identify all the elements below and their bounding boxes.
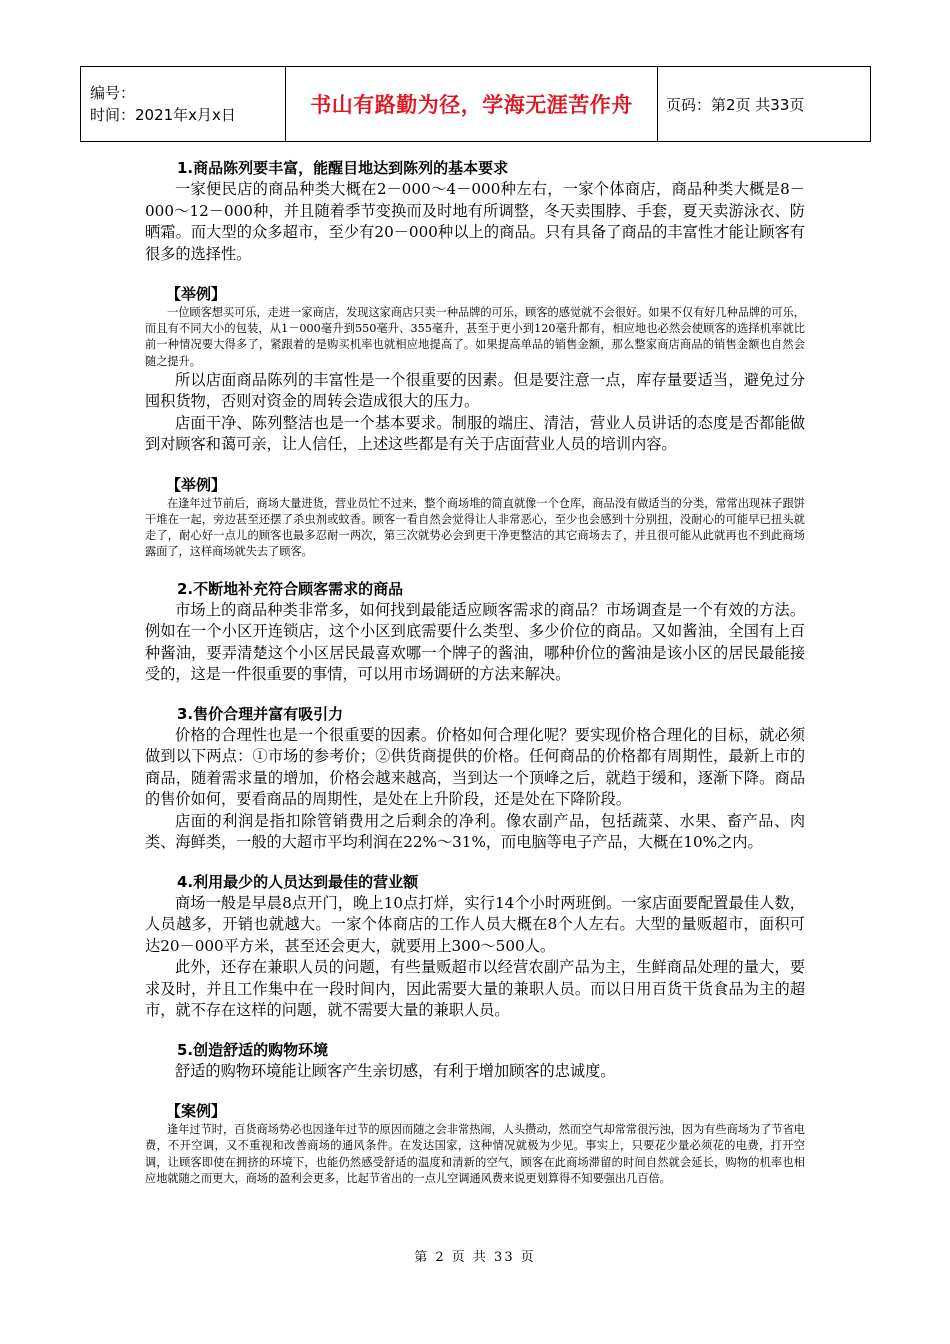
section-1-para-1: 一家便民店的商品种类大概在2－000～4－000种左右，一家个体商店，商品种类大概是8－000～12－000种，并且随着季节变换而及时地有所调整，冬天卖围脖、手套，夏天卖游泳衣、防晒霜。而大型的众多超市，至少有20－000种以上的商品。只有具备了商品的丰富性才能让顾客有很多的选择性。 [145,180,805,263]
page-footer: 第 2 页 共 33 页 [414,1250,536,1265]
section-1-para-3: 店面干净、陈列整洁也是一个基本要求。制服的端庄、清洁，营业人员讲话的态度是否都能做到对顾客和蔼可亲，让人信任，上述这些都是有关于店面营业人员的培训内容。 [145,413,805,454]
document-body [145,158,805,1187]
section-3-para-2: 店面的利润是指扣除管销费用之后剩余的净利。像农副产品，包括蔬菜、水果、畜产品、肉类、海鲜类，一般的大超市平均利润在22%～31%，而电脑等电子产品，大概在10%之内。 [145,811,805,852]
example-1-text: 一位顾客想买可乐，走进一家商店，发现这家商店只卖一种品牌的可乐，顾客的感觉就不会很好。如果不仅有好几种品牌的可乐，而且有不同大小的包装，从1－000毫升到550毫升、355毫升，甚至于更小到120毫升都有，相应地也必然会使顾客的选择机率就比前一种情况要大得多了，紧跟着的是购买机率也就相应地提高了。如果提高单品的销售金额，那么整家商店商品的销售金额也自然会随之提升。 [145,306,805,368]
section-4-title: 4.利用最少的人员达到最佳的营业额 [177,872,419,891]
section-4-para-2: 此外，还存在兼职人员的问题，有些量贩超市以经营农副产品为主，生鲜商品处理的量大，要求及时，并且工作集中在一段时间内，因此需要大量的兼职人员。而以日用百货干货食品为主的超市，就不存在这样的问题，就不需要大量的兼职人员。 [145,958,805,1020]
section-5-title: 5.创造舒适的购物环境 [177,1040,329,1059]
case-tag: 【案例】 [166,1102,227,1121]
section-2-title: 2.不断地补充符合顾客需求的商品 [177,579,404,598]
section-1-title: 1.商品陈列要丰富，能醒目地达到陈列的基本要求 [177,159,509,177]
page-header [80,66,871,142]
code-label: 编号： [90,84,136,102]
section-1-para-2: 所以店面商品陈列的丰富性是一个很重要的因素。但是要注意一点，库存量要适当，避免过分囤积货物，否则对资金的周转会造成很大的压力。 [145,370,805,411]
header-page-info: 页码：第2页 共33页 [666,95,805,114]
header-motto: 书山有路勤为径，学海无涯苦作舟 [286,67,658,141]
example-1-tag: 【举例】 [166,285,227,303]
section-2-para-1: 市场上的商品种类非常多，如何找到最能适应顾客需求的商品？市场调查是一个有效的方法。例如在一个小区开连锁店，这个小区到底需要什么类型、多少价位的商品。又如酱油，全国有上百种酱油，要弄清楚这个小区居民最喜欢哪一个牌子的酱油，哪种价位的酱油是该小区的居民最能接受的，这是一件很重要的事情，可以用市场调研的方法来解决。 [145,600,805,684]
section-3-para-1: 价格的合理性也是一个很重要的因素。价格如何合理化呢？要实现价格合理化的目标，就必须做到以下两点：①市场的参考价；②供货商提供的价格。任何商品的价格都有周期性，最新上市的商品，随着需求量的增加，价格会越来越高，当到达一个顶峰之后，就趋于缓和，逐渐下降。商品的售价如何，要看商品的周期性，是处在上升阶段，还是处在下降阶段。 [145,725,805,809]
section-3-title: 3.售价合理并富有吸引力 [177,704,344,723]
example-2-text: 在逢年过节前后，商场大量进货，营业员忙不过来，整个商场堆的简直就像一个仓库，商品没有做适当的分类，常常出现袜子跟饼干堆在一起，旁边甚至还摆了杀虫剂或蚊香。顾客一看自然会觉得让人非常恶心，至少也会感到十分别扭，没耐心的可能早已扭头就走了，耐心好一点儿的顾客也最多忍耐一两次，第三次就势必会到更干净更整洁的其它商场去了，并且很可能从此就再也不到此商场露面了，这样商场就失去了顾客。 [145,496,805,559]
section-5-para-1: 舒适的购物环境能让顾客产生亲切感，有利于增加顾客的忠诚度。 [175,1061,616,1080]
example-2-tag: 【举例】 [166,475,227,494]
case-text: 逢年过节时，百货商场势必也因逢年过节的原因而随之会非常热闹，人头攒动，然而空气却常常很污浊，因为有些商场为了节省电费，不开空调，又不重视和改善商场的通风条件。在发达国家，这种情况就极为少见。事实上，只要花少量必须花的电费，打开空调，让顾客即使在拥挤的环境下，也能仍然感受舒适的温度和清新的空气，顾客在此商场滞留的时间自然就会延长，购物的机率也相应地就随之而更大，商场的盈利会更多，比起节省出的一点儿空调通风费来说更划算得不知要强出几百倍。 [145,1123,805,1185]
section-4-para-1: 商场一般是早晨8点开门，晚上10点打烊，实行14个小时两班倒。一家店面要配置最佳人数，人员越多，开销也就越大。一家个体商店的工作人员大概在8个人左右。大型的量贩超市，面积可达20－000平方米，甚至还会更大，就要用上300～500人。 [145,893,805,955]
time-label: 时间：2021年x月x日 [90,106,236,124]
header-meta [81,67,286,141]
